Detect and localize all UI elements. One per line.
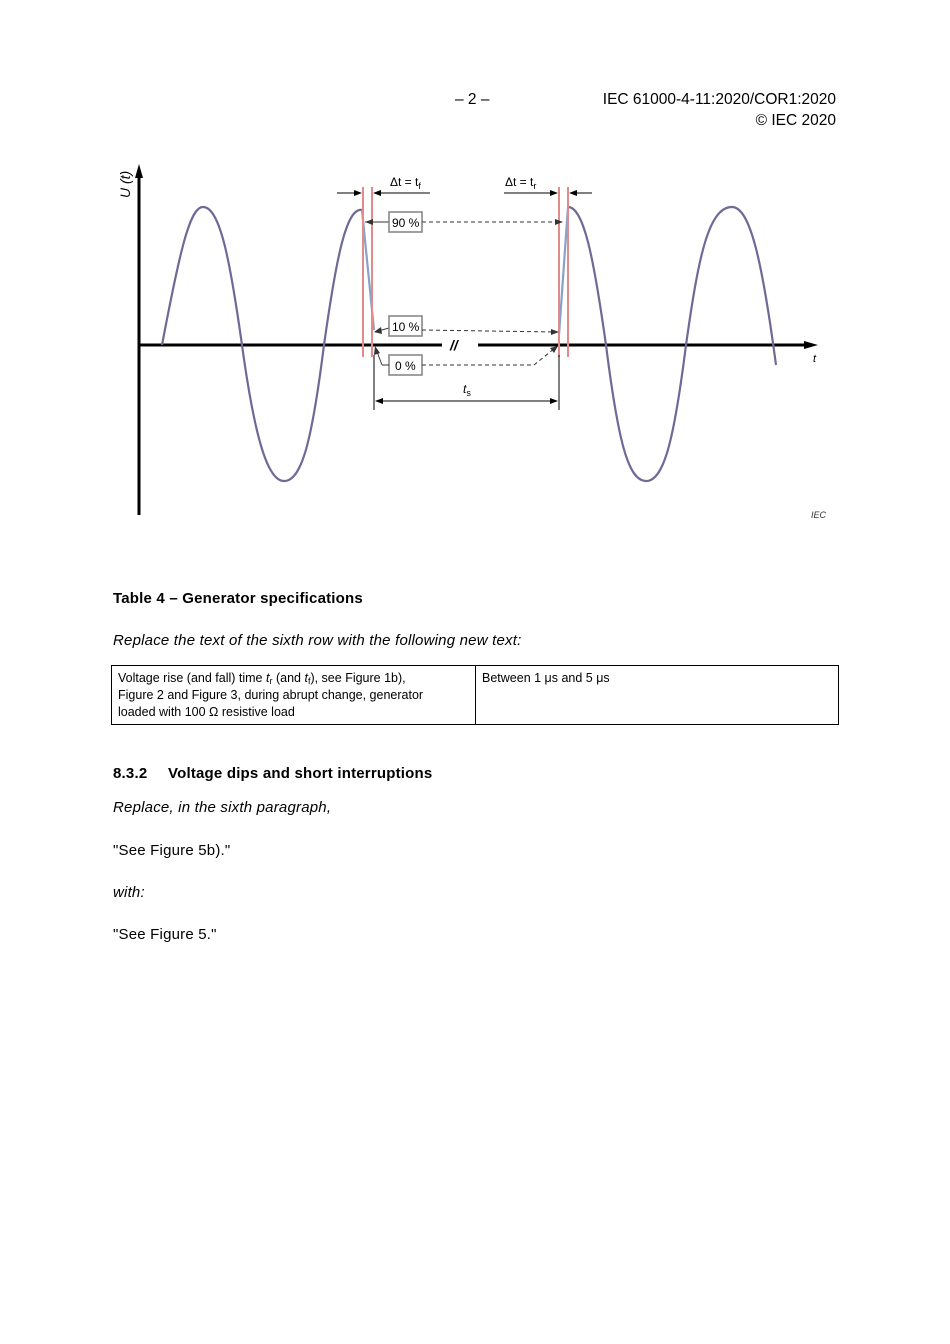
table-row <box>112 666 839 725</box>
delta-t-fall-label: $\Delta t = t_f$ <box>390 175 421 191</box>
document-id: IEC 61000-4-11:2020/COR1:2020 <box>602 91 836 108</box>
old-text: "See Figure 5b)." <box>113 842 231 859</box>
table-cell-parameter: Voltage rise (and fall) time $t_r$ (and $t_f$), see Figure 1b), Figure 2 and Figure 3, during abrupt change, generator loaded with 100 Ω resistive load <box>112 666 476 725</box>
ts-label: $t_s$ <box>463 382 471 398</box>
table-heading: Table 4 – Generator specifications <box>113 590 363 607</box>
table-cell-value: Between 1 μs and 5 μs <box>476 666 839 725</box>
x-axis-arrow <box>804 341 818 349</box>
y-axis-label: U (t) <box>117 170 133 198</box>
iec-watermark: IEC <box>811 510 827 520</box>
break-mark: // <box>450 337 458 353</box>
with-label: with: <box>113 884 145 901</box>
table-instruction: Replace the text of the sixth row with the following new text: <box>113 632 522 649</box>
section-number: 8.3.2 <box>113 765 148 782</box>
new-text: "See Figure 5." <box>113 926 217 943</box>
waveform-rise <box>559 207 568 335</box>
delta-t-rise-label: $\Delta t = t_r$ <box>505 175 537 191</box>
section-title: Voltage dips and short interruptions <box>168 765 433 782</box>
section-heading <box>113 765 432 782</box>
y-axis-arrow <box>135 164 143 178</box>
level-0-label: 0 % <box>395 359 416 373</box>
level-10-label: 10 % <box>392 320 420 334</box>
voltage-waveform-figure <box>100 150 840 530</box>
page-number: – 2 – <box>455 91 490 108</box>
copyright-notice: © IEC 2020 <box>755 112 836 129</box>
section-instruction: Replace, in the sixth paragraph, <box>113 799 332 816</box>
level-90-label: 90 % <box>392 216 420 230</box>
x-axis-label: t <box>813 353 817 365</box>
generator-spec-table <box>111 665 839 725</box>
